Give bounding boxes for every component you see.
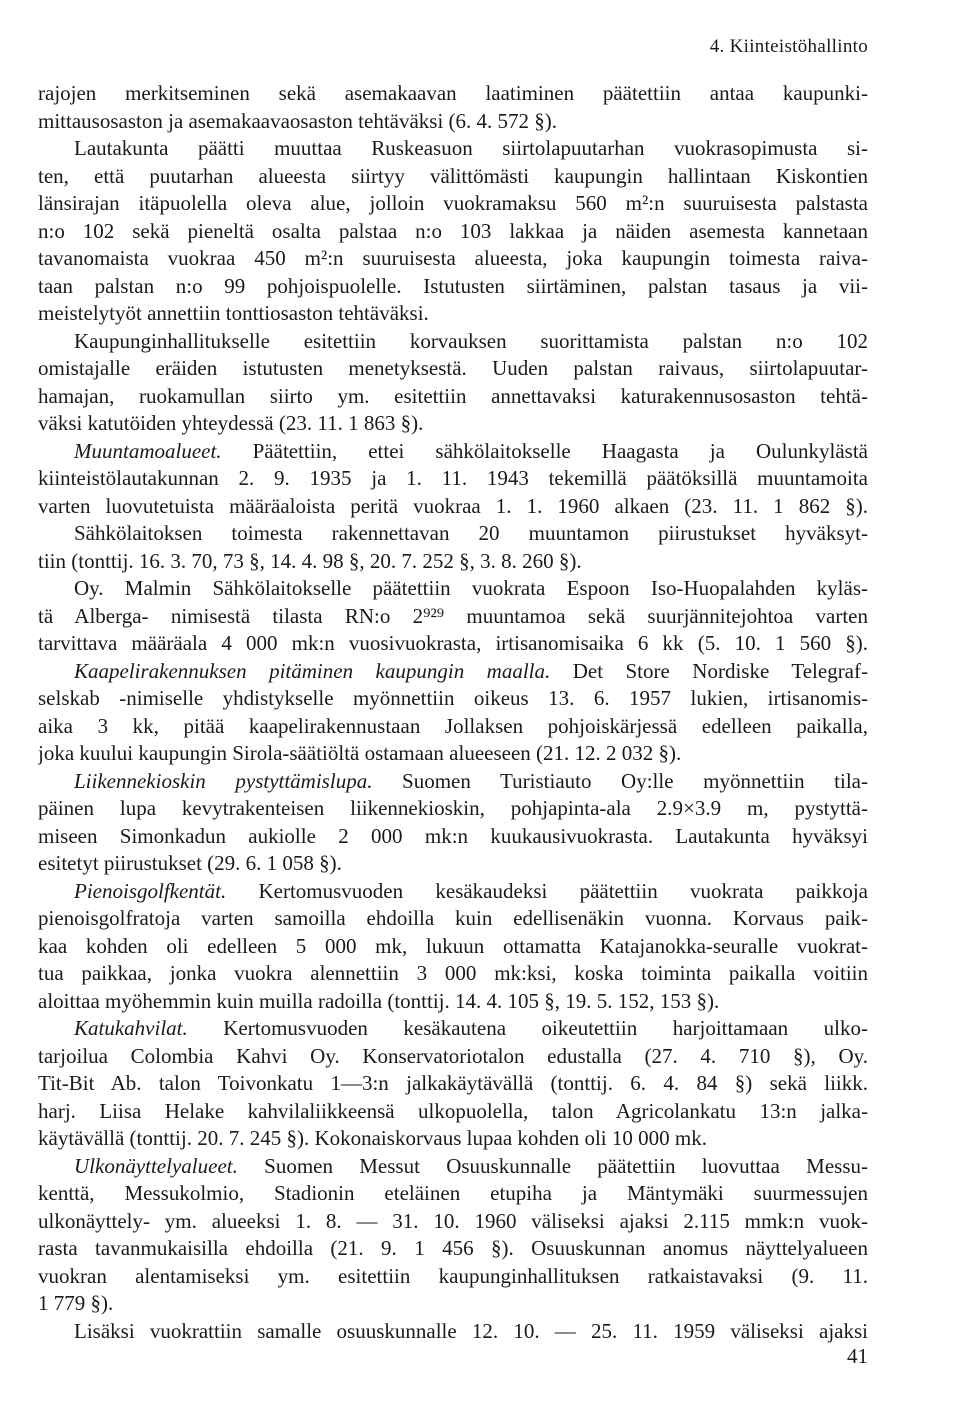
line-text: tarjoilua Colombia Kahvi Oy. Konservatoriotalon edustalla (27. 4. 710 §), Oy. bbox=[38, 1043, 868, 1068]
text-line bbox=[38, 575, 868, 603]
text-line bbox=[38, 1015, 868, 1043]
text-line bbox=[38, 823, 868, 851]
line-text: Oy. Malmin Sähkölaitokselle päätettiin vuokrata Espoon Iso-Huopalahden kyläs- bbox=[74, 576, 868, 600]
text-line bbox=[38, 190, 868, 218]
text-line bbox=[38, 768, 868, 796]
text-line bbox=[38, 1043, 868, 1071]
line-text: aika 3 kk, pitää kaapelirakennustaan Jollaksen pohjoiskärjessä edelleen paikalla, bbox=[38, 713, 868, 738]
line-text: pienoisgolfratoja varten samoilla ehdoilla kuin edellisenäkin vuonna. Korvaus paik- bbox=[38, 906, 868, 930]
text-line bbox=[38, 383, 868, 411]
line-text: tä Alberga- nimisestä tilasta RN:o 2⁹²⁹ muuntamoa sekä suurjännitejohtoa varten bbox=[38, 603, 868, 628]
line-text: meistelytyöt annettiin tonttiosaston tehtäväksi. bbox=[38, 301, 429, 325]
text-line bbox=[38, 1235, 868, 1263]
section-heading: Kaapelirakennuksen pitäminen kaupungin maalla. bbox=[74, 658, 551, 683]
text-line bbox=[38, 245, 868, 273]
text-line bbox=[38, 465, 868, 493]
text-line bbox=[38, 300, 868, 328]
text-line bbox=[38, 960, 868, 988]
text-line bbox=[38, 493, 868, 521]
text-line bbox=[38, 108, 868, 136]
text-line bbox=[38, 850, 868, 878]
line-text: kaa kohden oli edelleen 5 000 mk, lukuun ottamatta Katajanokka-seuralle vuokrat- bbox=[38, 933, 868, 958]
text-line bbox=[38, 548, 868, 576]
line-text: tua paikkaa, jonka vuokra alennettiin 3 000 mk:ksi, koska toiminta paikalla voitiin bbox=[38, 961, 868, 985]
text-line bbox=[38, 355, 868, 383]
line-text: joka kuului kaupungin Sirola-säätiöltä ostamaan alueeseen (21. 12. 2 032 §). bbox=[38, 741, 682, 765]
line-text: Suomen Turistiauto Oy:lle myönnettiin tila- bbox=[372, 768, 868, 793]
line-text: päinen lupa kevytrakenteisen liikennekioskin, pohjapinta-ala 2.9×3.9 m, pystyttä- bbox=[38, 796, 868, 820]
line-text: esitetyt piirustukset (29. 6. 1 058 §). bbox=[38, 851, 342, 875]
line-text: Det Store Nordiske Telegraf- bbox=[550, 658, 868, 683]
line-text: hamajan, ruokamullan siirto ym. esitettiin annettavaksi katurakennusosaston tehtä- bbox=[38, 383, 868, 408]
line-text: länsirajan itäpuolella oleva alue, jolloin vuokramaksu 560 m²:n suuruisesta palstasta bbox=[38, 191, 868, 215]
text-line bbox=[38, 1263, 868, 1291]
line-text: varten luovutetuista määräaloista peritä vuokraa 1. 1. 1960 alkaen (23. 11. 1 862 §). bbox=[38, 493, 868, 518]
text-line bbox=[38, 1180, 868, 1208]
section-heading: Liikennekioskin pystyttämislupa. bbox=[74, 768, 373, 793]
text-line bbox=[38, 218, 868, 246]
line-text: miseen Simonkadun aukiolle 2 000 mk:n kuukausivuokrasta. Lautakunta hyväksyi bbox=[38, 823, 868, 848]
line-text: Sähkölaitoksen toimesta rakennettavan 20 muuntamon piirustukset hyväksyt- bbox=[74, 521, 868, 545]
text-line bbox=[38, 1290, 868, 1318]
line-text: 1 779 §). bbox=[38, 1291, 114, 1315]
text-line bbox=[38, 630, 868, 658]
section-heading: Ulkonäyttelyalueet. bbox=[74, 1153, 238, 1178]
line-text: Lautakunta päätti muuttaa Ruskeasuon siirtolapuutarhan vuokrasopimusta si- bbox=[74, 136, 868, 160]
text-line bbox=[38, 273, 868, 301]
line-text: kiinteistölautakunnan 2. 9. 1935 ja 1. 11. 1943 tekemillä päätöksillä muuntamoita bbox=[38, 466, 868, 490]
text-line bbox=[38, 1153, 868, 1181]
line-text: rasta tavanmukaisilla ehdoilla (21. 9. 1 456 §). Osuuskunnan anomus näyttelyalueen bbox=[38, 1236, 868, 1260]
text-line bbox=[38, 135, 868, 163]
line-text: selskab -nimiselle yhdistykselle myönnettiin oikeus 13. 6. 1957 lukien, irtisanomis- bbox=[38, 686, 868, 710]
line-text: taan palstan n:o 99 pohjoispuolelle. Istutusten siirtäminen, palstan tasaus ja vii- bbox=[38, 273, 868, 298]
line-text: Kertomusvuoden kesäkaudeksi päätettiin vuokrata paikkoja bbox=[226, 878, 868, 903]
line-text: Suomen Messut Osuuskunnalle päätettiin luovuttaa Messu- bbox=[237, 1153, 868, 1178]
line-text: mittausosaston ja asemakaavaosaston tehtäväksi (6. 4. 572 §). bbox=[38, 108, 558, 133]
text-line bbox=[38, 1098, 868, 1126]
section-heading: Katukahvilat. bbox=[74, 1016, 188, 1040]
text-line bbox=[38, 933, 868, 961]
line-text: n:o 102 sekä pieneltä osalta palstaa n:o 103 lakkaa ja näiden asemesta kannetaan bbox=[38, 218, 868, 243]
section-heading: Pienoisgolfkentät. bbox=[74, 878, 227, 903]
text-line bbox=[38, 658, 868, 686]
line-text: Päätettiin, ettei sähkölaitokselle Haagasta ja Oulunkylästä bbox=[221, 438, 868, 463]
text-line bbox=[38, 795, 868, 823]
text-line bbox=[38, 988, 868, 1016]
line-text: Kertomusvuoden kesäkautena oikeutettiin harjoittamaan ulko- bbox=[187, 1016, 868, 1040]
line-text: Lisäksi vuokrattiin samalle osuuskunnalle 12. 10. — 25. 11. 1959 väliseksi ajaksi bbox=[74, 1318, 868, 1343]
line-text: tiin (tonttij. 16. 3. 70, 73 §, 14. 4. 98 §, 20. 7. 252 §, 3. 8. 260 §). bbox=[38, 548, 582, 573]
text-line bbox=[38, 410, 868, 438]
text-line bbox=[38, 713, 868, 741]
text-line bbox=[38, 1070, 868, 1098]
line-text: rajojen merkitseminen sekä asemakaavan laatiminen päätettiin antaa kaupunki- bbox=[38, 81, 868, 105]
text-line bbox=[38, 1125, 868, 1153]
line-text: käytävällä (tonttij. 20. 7. 245 §). Kokonaiskorvaus lupaa kohden oli 10 000 mk. bbox=[38, 1126, 707, 1150]
text-line bbox=[38, 520, 868, 548]
line-text: omistajalle eräiden istutusten menetyksestä. Uuden palstan raivaus, siirtolapuutar- bbox=[38, 356, 868, 380]
line-text: tavanomaista vuokraa 450 m²:n suuruisesta alueesta, joka kaupungin toimesta raiva- bbox=[38, 246, 868, 270]
text-line bbox=[38, 438, 868, 466]
line-text: vuokran alentamiseksi ym. esitettiin kaupunginhallituksen ratkaistavaksi (9. 11. bbox=[38, 1263, 868, 1288]
text-line bbox=[38, 603, 868, 631]
text-line bbox=[38, 163, 868, 191]
text-line bbox=[38, 740, 868, 768]
section-heading: Muuntamoalueet. bbox=[74, 438, 222, 463]
text-line bbox=[38, 1318, 868, 1346]
line-text: ulkonäyttely- ym. alueeksi 1. 8. — 31. 10. 1960 väliseksi ajaksi 2.115 mmk:n vuok- bbox=[38, 1208, 868, 1233]
line-text: ten, että puutarhan alueesta siirtyy välittömästi kaupungin hallintaan Kiskontien bbox=[38, 163, 868, 188]
line-text: tarvittava määräala 4 000 mk:n vuosivuokrasta, irtisanomisaika 6 kk (5. 10. 1 560 §). bbox=[38, 631, 868, 655]
text-line bbox=[38, 80, 868, 108]
line-text: väksi katutöiden yhteydessä (23. 11. 1 863 §). bbox=[38, 411, 424, 435]
text-line bbox=[38, 328, 868, 356]
text-line bbox=[38, 878, 868, 906]
running-head: 4. Kiinteistöhallinto bbox=[709, 36, 868, 57]
line-text: kenttä, Messukolmio, Stadionin eteläinen etupiha ja Mäntymäki suurmessujen bbox=[38, 1181, 868, 1205]
line-text: Tit-Bit Ab. talon Toivonkatu 1—3:n jalkakäytävällä (tonttij. 6. 4. 84 §) sekä liikk. bbox=[38, 1071, 868, 1095]
line-text: harj. Liisa Helake kahvilaliikkeensä ulkopuolella, talon Agricolankatu 13:n jalka- bbox=[38, 1098, 868, 1123]
line-text: Kaupunginhallitukselle esitettiin korvauksen suorittamista palstan n:o 102 bbox=[74, 328, 868, 353]
body-text bbox=[38, 80, 868, 1345]
text-line bbox=[38, 1208, 868, 1236]
line-text: aloittaa myöhemmin kuin muilla radoilla (tonttij. 14. 4. 105 §, 19. 5. 152, 153 §). bbox=[38, 988, 720, 1013]
text-line bbox=[38, 685, 868, 713]
page-number: 41 bbox=[847, 1344, 868, 1368]
text-line bbox=[38, 905, 868, 933]
